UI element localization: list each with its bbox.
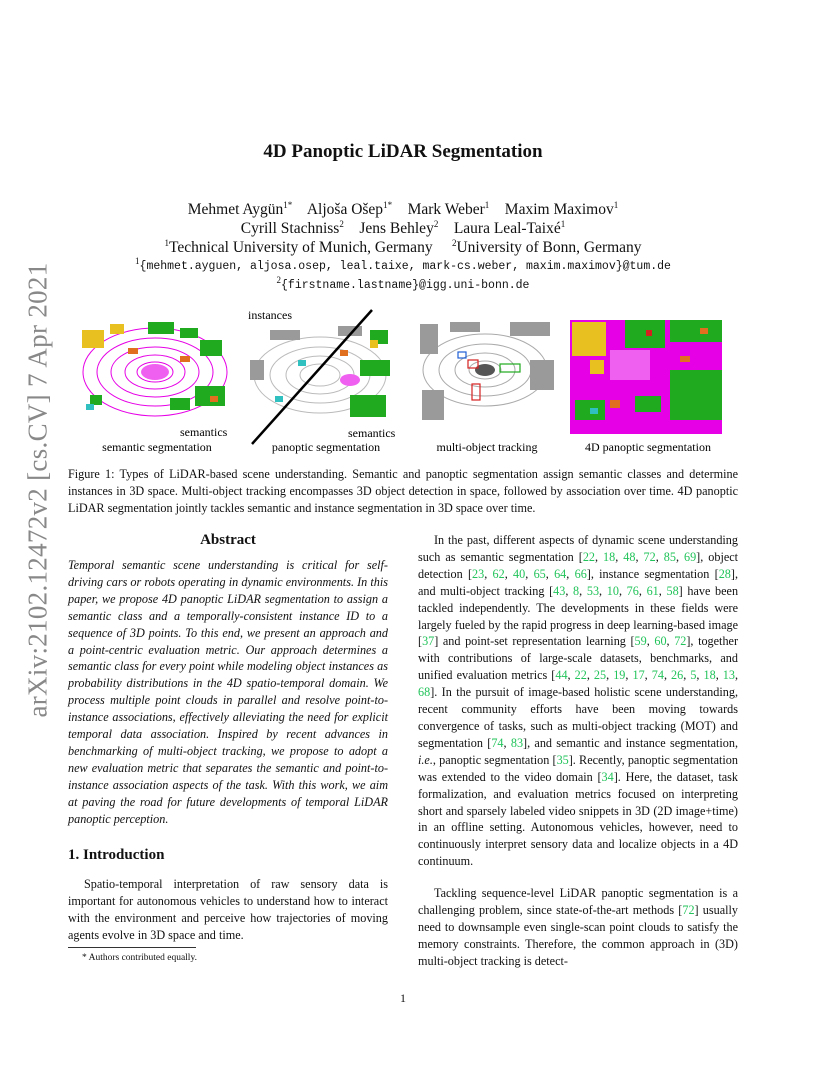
citation-link[interactable]: 72 (682, 903, 695, 918)
citation-link[interactable]: 19 (613, 668, 626, 683)
label-semantics-2: semantics (348, 426, 396, 440)
panel-semantic-segmentation (80, 318, 238, 436)
label-multi-object-tracking: multi-object tracking (436, 440, 538, 454)
citation-link[interactable]: 76 (626, 583, 639, 598)
citation-link[interactable]: 83 (510, 735, 524, 750)
body-text: , (545, 566, 555, 581)
citation-link[interactable]: 62 (492, 566, 505, 581)
citation-link[interactable]: 64 (554, 566, 567, 581)
author-name: Aljoša Ošep$^{1*}$ (306, 200, 393, 219)
body-text: ], instance segmentation [ (586, 566, 719, 581)
citation-link[interactable]: 34 (601, 769, 614, 784)
paragraph-challenge (418, 885, 738, 970)
citation-link[interactable]: 26 (671, 668, 684, 683)
citation-link[interactable]: 37 (422, 634, 435, 649)
body-text: , (484, 566, 493, 581)
body-text: , (503, 735, 511, 750)
introduction-text: Spatio-temporal interpretation of raw sensory data is important for autonomous vehicles to understand how to interact with the environment and perceive how trajectories of moving agents evolve in 3D space and time. (68, 877, 388, 942)
body-text: , (675, 549, 684, 564)
citation-link[interactable]: 59 (634, 634, 647, 649)
citation-link[interactable]: 69 (683, 549, 697, 564)
body-text: , (566, 566, 575, 581)
citation-link[interactable]: 65 (533, 566, 546, 581)
body-text: , (606, 668, 614, 683)
email-line-2: $^2${firstname.lastname}@igg.uni-bonn.de (276, 275, 530, 292)
citation-link[interactable]: 61 (646, 583, 659, 598)
citation-link[interactable]: 8 (573, 583, 580, 598)
body-text: , (567, 668, 575, 683)
citation-link[interactable]: 35 (556, 752, 569, 767)
citation-link[interactable]: 43 (553, 583, 566, 598)
body-text: , (638, 583, 647, 598)
body-text: ], and semantic and instance segmentation, (523, 735, 739, 750)
citation-link[interactable]: 68 (418, 685, 431, 700)
body-text: , panoptic segmentation [ (432, 752, 557, 767)
body-text: , (646, 634, 655, 649)
citation-link[interactable]: 5 (690, 668, 697, 683)
citation-link[interactable]: 72 (643, 549, 656, 564)
author-name: Maxim Maximov$^1$ (504, 200, 619, 219)
body-text: , (615, 549, 624, 564)
citation-link[interactable]: 28 (718, 566, 731, 581)
paper-title: 4D Panoptic LiDAR Segmentation (263, 141, 543, 162)
body-text: ], object detection [ (418, 549, 739, 581)
panel-multi-object-tracking (414, 318, 560, 436)
footnote-rule (68, 947, 196, 948)
citation-link[interactable]: 18 (703, 668, 716, 683)
citation-link[interactable]: 74 (491, 735, 504, 750)
body-text: , (586, 668, 594, 683)
email-line-1: $^1${mehmet.ayguen, aljosa.osep, leal.taixe, mark-cs.weber, maxim.maximov}@tum.de (135, 256, 671, 273)
citation-link[interactable]: 13 (722, 668, 735, 683)
body-text: ] and point-set representation learning [ (434, 634, 635, 649)
body-text: ]. Recently, panoptic segmentation was extended to the video domain [ (418, 752, 738, 784)
citation-link[interactable]: 40 (513, 566, 526, 581)
affiliation: $^2$University of Bonn, Germany (451, 238, 642, 257)
arxiv-identifier: arXiv:2102.12472v2 [cs.CV] 7 Apr 2021 (22, 262, 53, 718)
citation-link[interactable]: 10 (606, 583, 619, 598)
body-text: , (504, 566, 514, 581)
citation-link[interactable]: 53 (586, 583, 600, 598)
body-text: , (655, 549, 664, 564)
abstract-text: Temporal semantic scene understanding is critical for self-driving cars or robots operating in dynamic environments. In this paper, we propose 4D panoptic LiDAR segmentation to assign a semantic class and a temporally-consistent instance ID to a sequence of 3D points. To this end, we present an approach and a point-centric evaluation metric. Our approach determines a semantic class for every point while modeling object instances as probability distributions in the 4D spatio-temporal domain. We process multiple point clouds in parallel and resolve point-to-instance associations, effectively alleviating the need for explicit temporal data association. Inspired by recent advances in benchmarking of multi-object tracking, we propose to adopt a new evaluation metric that separates the semantic and point-to-instance association aspects of the task. With this work, we aim at paving the road for future developments of temporal LiDAR panoptic perception. (68, 558, 388, 826)
body-text: , (618, 583, 627, 598)
body-text: , (683, 668, 691, 683)
body-text: ]. Here, the dataset, task formalization, and evaluation metrics focused on interpreting short and sparsely labeled video snippets in 3D (2D image+time) in an offline setting. Autonomous vehicles, however, need to continuously interpret sensory data and localize objects in a 4D continuum. (418, 769, 738, 869)
figure-caption: Figure 1: Types of LiDAR-based scene understanding. Semantic and panoptic segmentation assign semantic classes and determine instances in 3D space. Multi-object tracking encompasses 3D object detection in space, followed by association over time. 4D panoptic LiDAR segmentation jointly tackles semantic and instance segmentation in 3D space over time. (68, 467, 738, 515)
panel-4d-panoptic-segmentation (570, 320, 722, 434)
body-text: , (565, 583, 574, 598)
introduction-heading: 1. Introduction (68, 847, 165, 863)
label-semantics-1: semantics (180, 425, 228, 439)
body-text: , (658, 583, 667, 598)
citation-link[interactable]: 58 (666, 583, 679, 598)
affiliation: $^1$Technical University of Munich, Germany (164, 238, 433, 257)
citation-link[interactable]: 60 (654, 634, 667, 649)
citation-link[interactable]: 18 (603, 549, 616, 564)
emphasis-text: i.e. (418, 752, 433, 767)
citation-link[interactable]: 74 (651, 668, 664, 683)
citation-link[interactable]: 48 (623, 549, 636, 564)
citation-link[interactable]: 66 (574, 566, 587, 581)
body-text: , (666, 634, 675, 649)
body-text: , (595, 549, 604, 564)
citation-link[interactable]: 22 (582, 549, 595, 564)
author-name: Laura Leal-Taixé$^1$ (453, 219, 566, 238)
body-text: , (663, 668, 672, 683)
citation-link[interactable]: 23 (472, 566, 485, 581)
body-text: , (715, 668, 723, 683)
body-text: In the past, different aspects of dynamic scene understanding such as semantic segmentation [ (418, 533, 738, 564)
author-name: Mehmet Aygün$^{1*}$ (187, 200, 293, 219)
figure-1 (70, 300, 740, 460)
citation-link[interactable]: 17 (632, 668, 645, 683)
body-text: , (734, 668, 739, 683)
body-text: , (625, 668, 633, 683)
author-name: Jens Behley$^2$ (359, 219, 439, 238)
paragraph-past-work (418, 532, 738, 870)
body-text: , (635, 549, 644, 564)
author-name: Mark Weber$^1$ (407, 200, 490, 219)
body-text: ] have been tackled independently. The developments in these fields were largely fueled by the rapid progress in deep learning-based image [ (418, 583, 739, 649)
author-name: Cyrill Stachniss$^2$ (240, 219, 344, 238)
citation-link[interactable]: 25 (593, 668, 607, 683)
right-column (418, 532, 738, 970)
body-text: ] usually need to downsample even single-scan point clouds to satisfy the memory constraints. Therefore, the common approach in (3D) multi-object tracking is detect- (418, 903, 738, 968)
citation-link[interactable]: 72 (674, 634, 687, 649)
body-text: ], and multi-object tracking [ (418, 566, 738, 598)
panel-panoptic-segmentation (242, 310, 402, 444)
body-text: ], together with contributions of large-scale datasets, benchmarks, and unified evaluation metrics [ (418, 634, 739, 683)
body-text: , (579, 583, 587, 598)
body-text: , (525, 566, 534, 581)
label-semantic-segmentation: semantic segmentation (102, 440, 212, 454)
body-text: , (644, 668, 652, 683)
citation-link[interactable]: 85 (663, 549, 676, 564)
label-4d-panoptic-segmentation: 4D panoptic segmentation (585, 440, 711, 454)
citation-link[interactable]: 44 (555, 668, 568, 683)
body-text: Tackling sequence-level LiDAR panoptic segmentation is a challenging problem, since state-of-the-art methods [ (418, 886, 738, 918)
label-instances: instances (248, 308, 292, 322)
abstract-heading: Abstract (200, 532, 256, 548)
body-text: , (599, 583, 607, 598)
body-text: ]. In the pursuit of image-based holistic scene understanding, recent community efforts have been moving towards convergence of tasks, such as multi-object tracking (MOT) and segmentation [ (418, 685, 738, 750)
label-panoptic-segmentation: panoptic segmentation (271, 440, 381, 454)
citation-link[interactable]: 22 (574, 668, 587, 683)
page-number: 1 (400, 991, 406, 1005)
body-text: , (696, 668, 704, 683)
footnote: * Authors contributed equally. (82, 953, 197, 963)
